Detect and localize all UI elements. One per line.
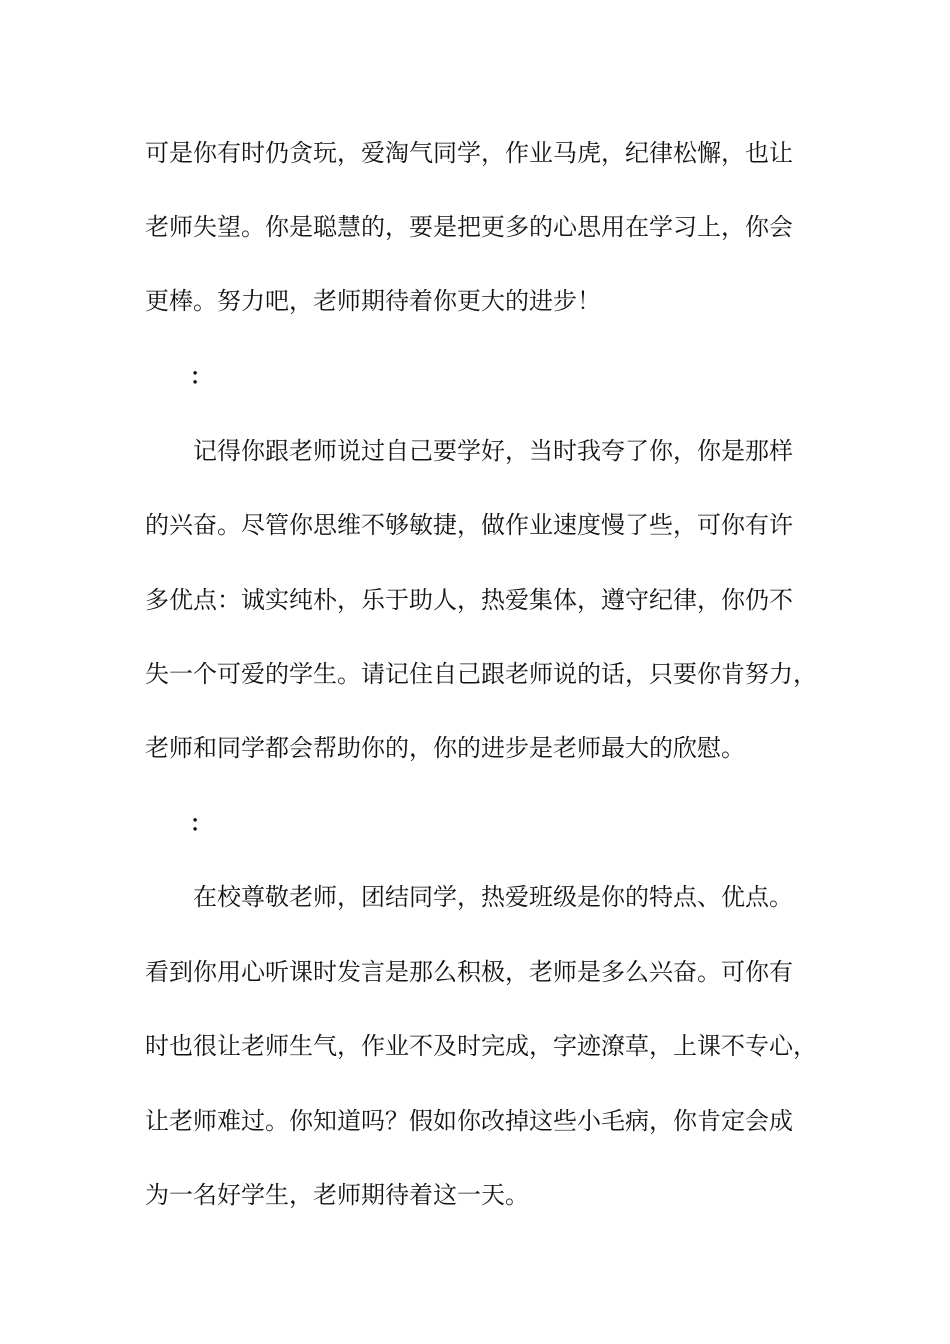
paragraph-line: 的兴奋。尽管你思维不够敏捷，做作业速度慢了些，可你有许 (145, 511, 793, 539)
section-heading: ： (190, 811, 213, 837)
paragraph-line: 在校尊敬老师，团结同学，热爱班级是你的特点、优点。 (193, 883, 793, 911)
paragraph-line: 更棒。努力吧，老师期待着你更大的进步！ (145, 287, 601, 315)
paragraph-line: 失一个可爱的学生。请记住自己跟老师说的话，只要你肯努力， (145, 660, 817, 688)
paragraph-line: 时也很让老师生气，作业不及时完成，字迹潦草，上课不专心， (145, 1032, 817, 1060)
section-heading: ： (190, 364, 213, 390)
paragraph-line: 让老师难过。你知道吗？假如你改掉这些小毛病，你肯定会成 (145, 1107, 793, 1135)
paragraph-line: 老师失望。你是聪慧的，要是把更多的心思用在学习上，你会 (145, 213, 793, 241)
paragraph-line: 看到你用心听课时发言是那么积极，老师是多么兴奋。可你有 (145, 958, 793, 986)
paragraph-line: 可是你有时仍贪玩，爱淘气同学，作业马虎，纪律松懈，也让 (145, 139, 793, 167)
paragraph-line: 为一名好学生，老师期待着这一天。 (145, 1181, 529, 1209)
paragraph-line: 多优点：诚实纯朴，乐于助人，热爱集体，遵守纪律，你仍不 (145, 586, 793, 614)
paragraph-line: 老师和同学都会帮助你的，你的进步是老师最大的欣慰。 (145, 734, 745, 762)
paragraph-line: 记得你跟老师说过自己要学好，当时我夸了你，你是那样 (193, 437, 793, 465)
